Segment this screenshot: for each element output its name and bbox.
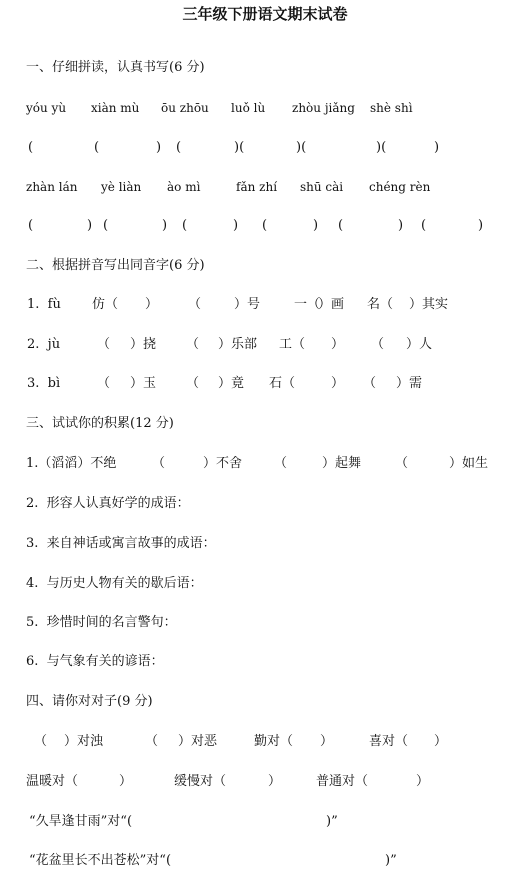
question-text: 2. 形容人认真好学的成语： — [26, 496, 190, 511]
question-text: ）对恶 — [178, 734, 218, 749]
pinyin-row — [0, 98, 530, 118]
pinyin: chéng rèn — [369, 180, 431, 194]
answer-blank[interactable]: （ — [188, 297, 202, 312]
question-text: 5. 珍惜时间的名言警句： — [26, 615, 177, 630]
question-text: ）乐部 — [218, 337, 258, 352]
pinyin: zhàn lán — [26, 180, 78, 194]
question-text: 1.（滔滔）不绝 — [26, 456, 117, 471]
answer-blank[interactable]: )( — [296, 140, 307, 155]
section-4 — [0, 692, 530, 712]
couplet-row — [0, 812, 530, 832]
answer-blank[interactable]: （ — [145, 734, 159, 749]
section-1 — [0, 58, 530, 78]
question-text: 6. 与气象有关的谚语： — [26, 654, 164, 669]
pinyin: luǒ lù — [231, 101, 266, 115]
question-text: 4. 与历史人物有关的歇后语： — [26, 576, 203, 591]
answer-blank[interactable]: （ — [363, 376, 377, 391]
idiom-row — [0, 454, 530, 474]
question-text: ）对浊 — [64, 734, 104, 749]
answer-blank[interactable]: ( — [262, 218, 268, 233]
question-text: “久旱逢甘雨”对“( — [29, 814, 133, 829]
question-text: ）需 — [396, 376, 423, 391]
question-text: 一（ — [294, 297, 321, 312]
answer-blank[interactable]: （ — [97, 337, 111, 352]
question-label: 1. fù — [27, 297, 61, 312]
answer-blank[interactable]: （ — [395, 456, 409, 471]
answer-blank-row — [0, 216, 530, 236]
question-item — [0, 574, 530, 594]
question-text: ）竟 — [218, 376, 245, 391]
answer-blank[interactable]: )” — [326, 814, 338, 829]
answer-blank[interactable]: ) — [233, 218, 239, 233]
question-label: 3. bì — [27, 376, 61, 391]
answer-blank[interactable]: ) — [87, 218, 93, 233]
answer-blank[interactable]: ( — [182, 218, 188, 233]
question-text: ）不舍 — [203, 456, 243, 471]
answer-blank[interactable]: （ — [186, 337, 200, 352]
pinyin: fǎn zhí — [236, 180, 278, 194]
answer-blank[interactable]: （ — [97, 376, 111, 391]
question-item — [0, 652, 530, 672]
answer-blank[interactable]: ( — [28, 140, 34, 155]
answer-blank[interactable]: ） — [331, 337, 345, 352]
pinyin: xiàn mù — [91, 101, 140, 115]
answer-blank[interactable]: （ — [186, 376, 200, 391]
answer-blank-row — [0, 138, 530, 158]
section-heading: 二、根据拼音写出同音字(6 分) — [26, 258, 205, 273]
question-item — [0, 613, 530, 633]
answer-blank[interactable]: ） — [320, 734, 334, 749]
section-heading: 四、请你对对子(9 分) — [26, 694, 153, 709]
question-text: 温暖对（ — [26, 774, 79, 789]
question-text: 缓慢对（ — [174, 774, 227, 789]
answer-blank[interactable]: ） — [434, 734, 448, 749]
answer-blank[interactable]: ( — [176, 140, 182, 155]
question-item — [0, 494, 530, 514]
answer-blank[interactable]: （ — [152, 456, 166, 471]
answer-blank[interactable]: )( — [376, 140, 387, 155]
answer-blank[interactable]: )” — [385, 853, 397, 868]
couplet-row — [0, 772, 530, 792]
question-text: ）玉 — [130, 376, 157, 391]
question-text: 仿（ — [92, 297, 119, 312]
question-text: ）人 — [406, 337, 433, 352]
answer-blank[interactable]: ( — [94, 140, 100, 155]
answer-blank[interactable]: ) — [162, 218, 168, 233]
couplet-row — [0, 732, 530, 752]
question-text: 工（ — [279, 337, 306, 352]
homophone-row — [0, 295, 530, 315]
pinyin: yè liàn — [101, 180, 142, 194]
pinyin: shū cài — [300, 180, 344, 194]
section-heading: 一、仔细拼读，认真书写(6 分) — [26, 60, 205, 75]
answer-blank[interactable]: （ — [371, 337, 385, 352]
answer-blank[interactable]: （ — [34, 734, 48, 749]
answer-blank[interactable]: ) — [313, 218, 319, 233]
answer-blank[interactable]: ) — [478, 218, 484, 233]
question-text: 3. 来自神话或寓言故事的成语： — [26, 536, 216, 551]
answer-blank[interactable]: （ — [274, 456, 288, 471]
answer-blank[interactable]: ） — [268, 774, 282, 789]
couplet-row — [0, 851, 530, 871]
question-text: ）起舞 — [322, 456, 362, 471]
answer-blank[interactable]: ) — [156, 140, 162, 155]
pinyin: ào mì — [167, 180, 201, 194]
pinyin-row — [0, 177, 530, 197]
answer-blank[interactable]: ( — [421, 218, 427, 233]
pinyin: ōu zhōu — [161, 101, 209, 115]
question-text: 勤对（ — [254, 734, 294, 749]
question-text: 喜对（ — [369, 734, 409, 749]
question-text: 石（ — [269, 376, 296, 391]
question-text: ）号 — [234, 297, 261, 312]
pinyin: shè shì — [370, 101, 413, 115]
answer-blank[interactable]: ) — [398, 218, 404, 233]
question-label: 2. jù — [27, 337, 61, 352]
section-heading: 三、试试你的积累(12 分) — [26, 416, 174, 431]
pinyin: zhòu jiǎng — [292, 101, 355, 115]
answer-blank[interactable]: ( — [338, 218, 344, 233]
question-text: ）挠 — [130, 337, 157, 352]
answer-blank[interactable]: ） — [416, 774, 430, 789]
page-title: 三年级下册语文期末试卷 — [182, 5, 348, 23]
question-text: 名（ — [367, 297, 394, 312]
section-3 — [0, 414, 530, 434]
question-text: “花盆里长不出苍松”对“( — [29, 853, 172, 868]
section-2 — [0, 256, 530, 276]
question-text: ）如生 — [449, 456, 489, 471]
homophone-row — [0, 335, 530, 355]
answer-blank[interactable]: )( — [234, 140, 245, 155]
question-text: ）画 — [318, 297, 345, 312]
question-item — [0, 534, 530, 554]
answer-blank[interactable]: ） — [119, 774, 133, 789]
homophone-row — [0, 374, 530, 394]
pinyin: yóu yù — [26, 101, 67, 115]
question-text: ）其实 — [409, 297, 449, 312]
question-text: 普通对（ — [316, 774, 369, 789]
answer-blank[interactable]: ) — [434, 140, 440, 155]
answer-blank[interactable]: ） — [145, 297, 159, 312]
answer-blank[interactable]: ( — [103, 218, 109, 233]
answer-blank[interactable]: ） — [331, 376, 345, 391]
answer-blank[interactable]: ( — [28, 218, 34, 233]
